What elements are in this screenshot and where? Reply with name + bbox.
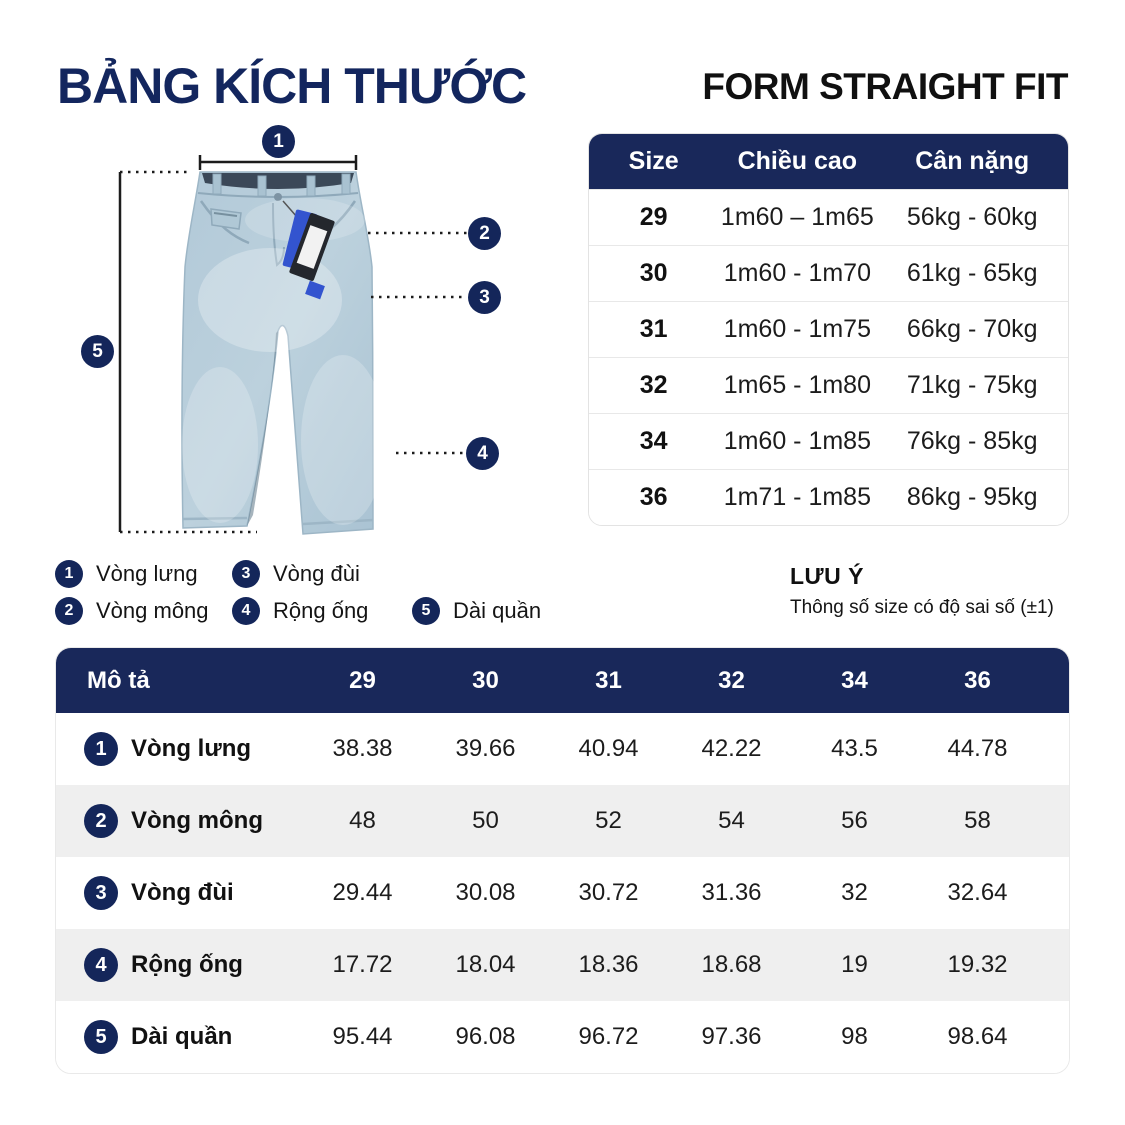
- row-label: Vòng mông: [131, 807, 263, 834]
- cell-height: 1m71 - 1m85: [723, 483, 871, 511]
- cell-value: 39.66: [455, 735, 516, 762]
- note-block: [790, 563, 1090, 619]
- cell-height: 1m60 - 1m75: [723, 315, 871, 343]
- cell-weight: 66kg - 70kg: [906, 315, 1038, 343]
- legend-label: Vòng lưng: [96, 561, 198, 586]
- cell-value: 43.5: [831, 735, 878, 762]
- cell-height: 1m60 – 1m65: [720, 203, 874, 231]
- cell-value: 56: [841, 807, 868, 834]
- note-text: Thông số size có độ sai số (±1): [790, 597, 1054, 618]
- legend-item-thigh: [232, 560, 360, 588]
- row-label: Vòng đùi: [131, 879, 234, 906]
- callout-1-waist: 1: [262, 125, 295, 158]
- col-36: 36: [964, 666, 991, 694]
- table-row: [589, 413, 1068, 469]
- legend-badge-5: 5: [412, 597, 440, 625]
- col-description: Mô tả: [87, 666, 150, 694]
- legend-item-length: [412, 597, 541, 625]
- cell-size: 32: [639, 371, 668, 399]
- cell-weight: 86kg - 95kg: [906, 483, 1038, 511]
- cell-value: 18.36: [578, 951, 639, 978]
- cell-size: 30: [639, 259, 668, 287]
- cell-value: 19.32: [947, 951, 1008, 978]
- legend-badge-1: 1: [55, 560, 83, 588]
- cell-value: 95.44: [332, 1023, 393, 1050]
- cell-height: 1m65 - 1m80: [723, 371, 871, 399]
- col-29: 29: [349, 666, 376, 694]
- cell-value: 19: [841, 951, 868, 978]
- cell-value: 42.22: [701, 735, 762, 762]
- cell-value: 44.78: [947, 735, 1008, 762]
- cell-value: 97.36: [701, 1023, 762, 1050]
- cell-value: 52: [595, 807, 622, 834]
- table-row-leg-opening: [56, 929, 1069, 1001]
- legend-label: Rộng ống: [273, 598, 369, 623]
- cell-weight: 61kg - 65kg: [906, 259, 1038, 287]
- col-weight: Cân nặng: [915, 147, 1030, 175]
- callout-5-length: 5: [81, 335, 114, 368]
- cell-size: 29: [639, 203, 668, 231]
- jeans-photo: [55, 115, 575, 560]
- legend-item-leg-opening: [232, 597, 368, 625]
- cell-value: 30.72: [578, 879, 639, 906]
- cell-value: 96.08: [455, 1023, 516, 1050]
- legend-item-hip: [55, 597, 209, 625]
- cell-value: 31.36: [701, 879, 762, 906]
- cell-value: 32.64: [947, 879, 1008, 906]
- col-31: 31: [595, 666, 622, 694]
- callout-3-thigh: 3: [468, 281, 501, 314]
- col-34: 34: [841, 666, 868, 694]
- size-table-header: [589, 134, 1068, 189]
- table-row: [589, 357, 1068, 413]
- callout-4-leg-opening: 4: [466, 437, 499, 470]
- jeans-measurement-figure: [55, 115, 575, 560]
- row-label: Rộng ống: [131, 951, 243, 978]
- callout-2-hip: 2: [468, 217, 501, 250]
- legend-item-waist: [55, 560, 198, 588]
- row-label: Dài quần: [131, 1023, 233, 1050]
- cell-value: 17.72: [332, 951, 393, 978]
- table-row: [589, 245, 1068, 301]
- table-row-waist: [56, 713, 1069, 785]
- cell-value: 54: [718, 807, 745, 834]
- cell-value: 58: [964, 807, 991, 834]
- legend-badge-4: 4: [232, 597, 260, 625]
- row-label: Vòng lưng: [131, 735, 252, 762]
- cell-height: 1m60 - 1m70: [723, 259, 871, 287]
- size-height-weight-table: [588, 133, 1069, 526]
- table-row-hip: [56, 785, 1069, 857]
- row-badge-5: 5: [84, 1020, 118, 1054]
- cell-value: 18.68: [701, 951, 762, 978]
- legend-badge-3: 3: [232, 560, 260, 588]
- col-size: Size: [628, 147, 679, 175]
- cell-size: 31: [639, 315, 668, 343]
- cell-value: 98: [841, 1023, 868, 1050]
- cell-size: 34: [639, 427, 668, 455]
- cell-value: 96.72: [578, 1023, 639, 1050]
- cell-value: 38.38: [332, 735, 393, 762]
- table-row-thigh: [56, 857, 1069, 929]
- cell-value: 30.08: [455, 879, 516, 906]
- form-fit-title: FORM STRAIGHT FIT: [702, 66, 1068, 107]
- cell-weight: 56kg - 60kg: [906, 203, 1038, 231]
- cell-weight: 71kg - 75kg: [906, 371, 1038, 399]
- table-row-length: [56, 1001, 1069, 1073]
- cell-value: 29.44: [332, 879, 393, 906]
- cell-height: 1m60 - 1m85: [723, 427, 871, 455]
- cell-value: 32: [841, 879, 868, 906]
- note-title: LƯU Ý: [790, 563, 864, 589]
- row-badge-2: 2: [84, 804, 118, 838]
- legend-label: Vòng mông: [96, 598, 209, 623]
- cell-value: 48: [349, 807, 376, 834]
- row-badge-1: 1: [84, 732, 118, 766]
- row-badge-3: 3: [84, 876, 118, 910]
- row-badge-4: 4: [84, 948, 118, 982]
- cell-value: 98.64: [947, 1023, 1008, 1050]
- cell-value: 18.04: [455, 951, 516, 978]
- measurement-table-header: [56, 648, 1069, 713]
- col-height: Chiều cao: [737, 147, 858, 175]
- legend-label: Vòng đùi: [273, 561, 360, 586]
- col-30: 30: [472, 666, 499, 694]
- col-32: 32: [718, 666, 745, 694]
- cell-value: 40.94: [578, 735, 639, 762]
- legend-badge-2: 2: [55, 597, 83, 625]
- table-row: [589, 301, 1068, 357]
- page-title: BẢNG KÍCH THƯỚC: [57, 58, 527, 114]
- cell-size: 36: [639, 483, 668, 511]
- cell-weight: 76kg - 85kg: [906, 427, 1038, 455]
- cell-value: 50: [472, 807, 499, 834]
- legend-label: Dài quần: [453, 598, 542, 623]
- table-row: [589, 189, 1068, 245]
- table-row: [589, 469, 1068, 525]
- measurement-table: [55, 647, 1070, 1074]
